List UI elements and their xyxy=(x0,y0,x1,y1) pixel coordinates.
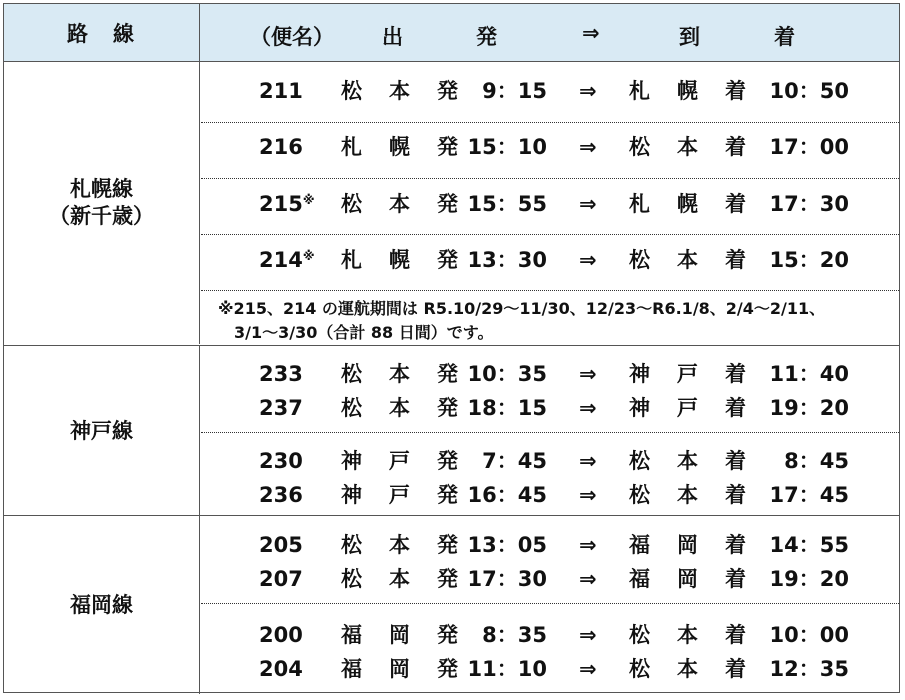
origin-char: 発 xyxy=(437,483,458,507)
flight-row xyxy=(201,481,899,509)
flight-row xyxy=(201,531,899,559)
flight-number xyxy=(259,190,315,218)
departure-time: 15：10 xyxy=(467,135,547,159)
destination-char: 着 xyxy=(725,449,746,473)
header-arr2: 着 xyxy=(774,25,795,49)
flight-number xyxy=(259,655,303,683)
departure-time: 8：35 xyxy=(482,623,547,647)
header-arr: 到 xyxy=(679,25,700,49)
origin-char: 本 xyxy=(389,362,410,386)
destination-char: 着 xyxy=(725,396,746,420)
origin-char: 福 xyxy=(341,657,362,681)
flight-row xyxy=(201,621,899,649)
route-label: 神戸線 xyxy=(4,346,200,516)
origin-char: 本 xyxy=(389,396,410,420)
origin-char: 札 xyxy=(341,135,362,159)
arrival-time: 17：45 xyxy=(769,483,849,507)
flight-number xyxy=(259,133,303,161)
header-flight: （便名） xyxy=(250,25,334,49)
origin-char: 本 xyxy=(389,192,410,216)
destination-char: 本 xyxy=(677,248,698,272)
origin-char: 幌 xyxy=(389,135,410,159)
arrow: ⇒ xyxy=(579,533,597,557)
destination-char: 戸 xyxy=(677,396,698,420)
schedule-note: 3/1～3/30（合計 88 日間）です。 xyxy=(234,323,494,342)
destination-char: 松 xyxy=(629,248,650,272)
destination-char: 神 xyxy=(629,362,650,386)
header-route: 路 線 xyxy=(4,4,200,61)
arrival-time: 8：45 xyxy=(784,449,849,473)
departure-time: 10：35 xyxy=(467,362,547,386)
schedule-note: ※215、214 の運航期間は R5.10/29～11/30、12/23～R6.1/8、2/4～2/11、 xyxy=(218,299,826,318)
flight-number xyxy=(259,565,303,593)
departure-time: 11：10 xyxy=(467,657,547,681)
destination-char: 着 xyxy=(725,657,746,681)
flight-number xyxy=(259,481,303,509)
flight-row xyxy=(201,133,899,161)
flight-row xyxy=(201,394,899,422)
destination-char: 幌 xyxy=(677,79,698,103)
header-dep: 出 xyxy=(382,25,403,49)
flight-row xyxy=(201,246,899,274)
destination-char: 本 xyxy=(677,623,698,647)
flight-number-text: 207 xyxy=(259,567,303,591)
note-mark: ※ xyxy=(302,193,315,207)
destination-char: 着 xyxy=(725,567,746,591)
departure-time: 15：55 xyxy=(467,192,547,216)
departure-time: 16：45 xyxy=(467,483,547,507)
destination-char: 福 xyxy=(629,533,650,557)
destination-char: 神 xyxy=(629,396,650,420)
flight-number-text: 230 xyxy=(259,449,303,473)
origin-char: 本 xyxy=(389,567,410,591)
flight-number xyxy=(259,246,315,274)
destination-char: 松 xyxy=(629,449,650,473)
destination-char: 本 xyxy=(677,449,698,473)
row-separator xyxy=(201,290,899,291)
arrow: ⇒ xyxy=(579,449,597,473)
route-label: 福岡線 xyxy=(4,516,200,694)
header-arrow: ⇒ xyxy=(582,21,600,45)
destination-char: 本 xyxy=(677,483,698,507)
flight-number xyxy=(259,621,303,649)
row-separator xyxy=(201,432,899,433)
flight-number-text: 205 xyxy=(259,533,303,557)
destination-char: 着 xyxy=(725,483,746,507)
arrow: ⇒ xyxy=(579,483,597,507)
arrow: ⇒ xyxy=(579,623,597,647)
origin-char: 松 xyxy=(341,192,362,216)
destination-char: 札 xyxy=(629,79,650,103)
arrival-time: 12：35 xyxy=(769,657,849,681)
origin-char: 幌 xyxy=(389,248,410,272)
arrow: ⇒ xyxy=(579,396,597,420)
flight-number xyxy=(259,531,303,559)
flight-row xyxy=(201,565,899,593)
destination-char: 松 xyxy=(629,623,650,647)
arrival-time: 10：50 xyxy=(769,79,849,103)
flight-number xyxy=(259,394,303,422)
arrival-time: 11：40 xyxy=(769,362,849,386)
flight-number-text: 236 xyxy=(259,483,303,507)
origin-char: 松 xyxy=(341,533,362,557)
origin-char: 松 xyxy=(341,362,362,386)
origin-char: 発 xyxy=(437,567,458,591)
arrow: ⇒ xyxy=(579,362,597,386)
flight-row xyxy=(201,77,899,105)
arrow: ⇒ xyxy=(579,79,597,103)
origin-char: 発 xyxy=(437,396,458,420)
origin-char: 神 xyxy=(341,449,362,473)
route-label: 札幌線 （新千歳） xyxy=(4,62,200,344)
arrow: ⇒ xyxy=(579,657,597,681)
departure-time: 17：30 xyxy=(467,567,547,591)
origin-char: 発 xyxy=(437,192,458,216)
destination-char: 岡 xyxy=(677,533,698,557)
origin-char: 発 xyxy=(437,657,458,681)
flight-number xyxy=(259,360,303,388)
arrival-time: 19：20 xyxy=(769,396,849,420)
timetable xyxy=(3,3,900,693)
flight-number xyxy=(259,77,303,105)
departure-time: 7：45 xyxy=(482,449,547,473)
flight-number-text: 216 xyxy=(259,135,303,159)
row-separator xyxy=(201,122,899,123)
arrow: ⇒ xyxy=(579,248,597,272)
destination-char: 着 xyxy=(725,248,746,272)
origin-char: 発 xyxy=(437,533,458,557)
table-header xyxy=(4,4,899,62)
destination-char: 着 xyxy=(725,623,746,647)
destination-char: 戸 xyxy=(677,362,698,386)
flight-number-text: 233 xyxy=(259,362,303,386)
arrow: ⇒ xyxy=(579,567,597,591)
arrow: ⇒ xyxy=(579,135,597,159)
arrow: ⇒ xyxy=(579,192,597,216)
origin-char: 福 xyxy=(341,623,362,647)
origin-char: 札 xyxy=(341,248,362,272)
origin-char: 発 xyxy=(437,362,458,386)
flight-number-text: 211 xyxy=(259,79,303,103)
arrival-time: 17：30 xyxy=(769,192,849,216)
flight-row xyxy=(201,655,899,683)
origin-char: 発 xyxy=(437,449,458,473)
arrival-time: 15：20 xyxy=(769,248,849,272)
arrival-time: 10：00 xyxy=(769,623,849,647)
flight-number-text: 204 xyxy=(259,657,303,681)
flight-number-text: 215 xyxy=(259,192,303,216)
flight-row xyxy=(201,360,899,388)
destination-char: 松 xyxy=(629,483,650,507)
row-separator xyxy=(201,234,899,235)
origin-char: 発 xyxy=(437,79,458,103)
origin-char: 本 xyxy=(389,533,410,557)
header-dep2: 発 xyxy=(476,25,497,49)
origin-char: 松 xyxy=(341,567,362,591)
origin-char: 松 xyxy=(341,396,362,420)
flight-number-text: 237 xyxy=(259,396,303,420)
flight-row xyxy=(201,447,899,475)
destination-char: 本 xyxy=(677,657,698,681)
origin-char: 発 xyxy=(437,135,458,159)
row-separator xyxy=(201,178,899,179)
arrival-time: 17：00 xyxy=(769,135,849,159)
note-mark: ※ xyxy=(302,249,315,263)
row-separator xyxy=(201,603,899,604)
origin-char: 戸 xyxy=(389,483,410,507)
destination-char: 着 xyxy=(725,362,746,386)
destination-char: 札 xyxy=(629,192,650,216)
destination-char: 着 xyxy=(725,533,746,557)
arrival-time: 14：55 xyxy=(769,533,849,557)
destination-char: 着 xyxy=(725,135,746,159)
departure-time: 13：05 xyxy=(467,533,547,557)
destination-char: 福 xyxy=(629,567,650,591)
origin-char: 本 xyxy=(389,79,410,103)
origin-char: 岡 xyxy=(389,657,410,681)
origin-char: 戸 xyxy=(389,449,410,473)
departure-time: 9：15 xyxy=(482,79,547,103)
flight-number-text: 214 xyxy=(259,248,303,272)
destination-char: 幌 xyxy=(677,192,698,216)
destination-char: 松 xyxy=(629,135,650,159)
flight-number xyxy=(259,447,303,475)
destination-char: 岡 xyxy=(677,567,698,591)
destination-char: 松 xyxy=(629,657,650,681)
origin-char: 松 xyxy=(341,79,362,103)
departure-time: 18：15 xyxy=(467,396,547,420)
flight-number-text: 200 xyxy=(259,623,303,647)
arrival-time: 19：20 xyxy=(769,567,849,591)
destination-char: 着 xyxy=(725,192,746,216)
origin-char: 発 xyxy=(437,248,458,272)
destination-char: 着 xyxy=(725,79,746,103)
departure-time: 13：30 xyxy=(467,248,547,272)
origin-char: 発 xyxy=(437,623,458,647)
origin-char: 神 xyxy=(341,483,362,507)
origin-char: 岡 xyxy=(389,623,410,647)
destination-char: 本 xyxy=(677,135,698,159)
flight-row xyxy=(201,190,899,218)
